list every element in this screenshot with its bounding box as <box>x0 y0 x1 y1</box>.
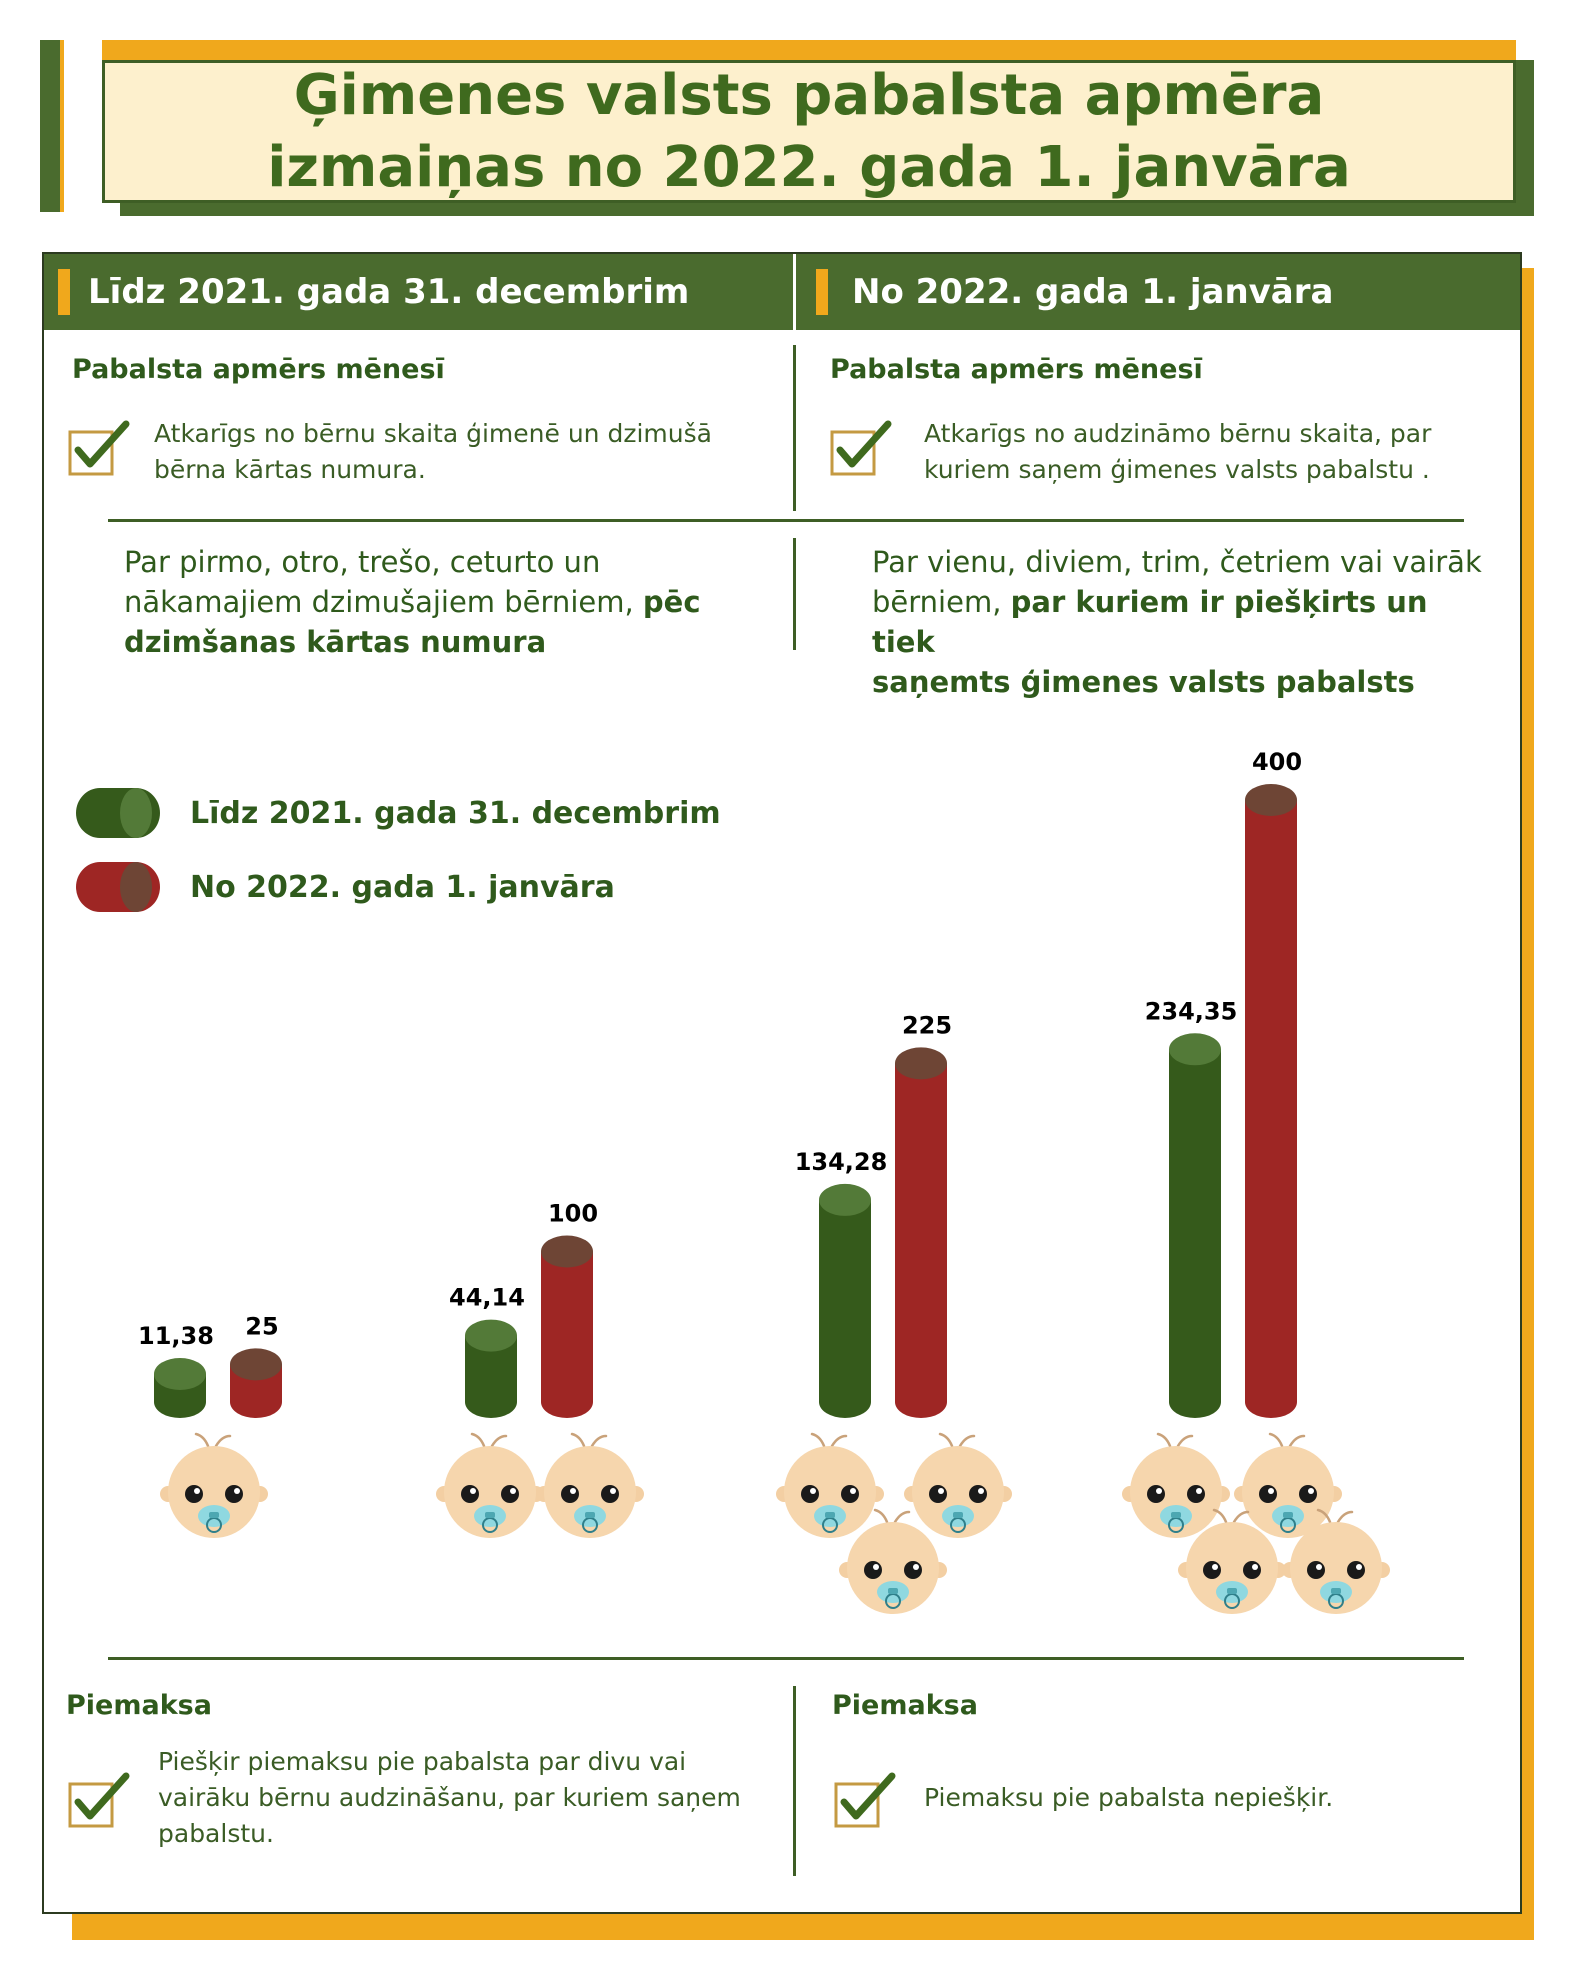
data-label-new-3: 225 <box>901 1011 953 1040</box>
footer-right-title: Piemaksa <box>832 1690 978 1721</box>
section-divider-bottom <box>108 1657 1464 1660</box>
bar-old-2 <box>465 1320 517 1418</box>
footer-left-text-line-1: Piešķir piemaksu pie pabalsta par divu vai <box>158 1747 687 1776</box>
baby-face-icon <box>1234 1434 1342 1538</box>
footer-right-text-line-1: Piemaksu pie pabalsta nepiešķir. <box>924 1783 1334 1812</box>
data-label-new-2: 100 <box>547 1199 599 1228</box>
right-section-title: Pabalsta apmērs mēnesī <box>830 354 1203 385</box>
baby-icon-group-4 <box>1122 1434 1390 1614</box>
data-label-new-4: 400 <box>1251 748 1303 776</box>
bar-new-4 <box>1245 784 1297 1418</box>
page-title-line-1: Ģimenes valsts pabalsta apmēra <box>293 62 1325 128</box>
bottom-column-divider <box>793 1686 796 1876</box>
data-label-old-2: 44,14 <box>449 1283 525 1312</box>
right-check-text-line-1: Atkarīgs no audzināmo bērnu skaita, par <box>924 419 1432 448</box>
baby-icon-group-3 <box>776 1434 1012 1614</box>
baby-icon-group-1 <box>160 1434 268 1538</box>
right-check-text-line-2: kuriem saņem ģimenes valsts pabalstu . <box>924 455 1430 484</box>
baby-icons <box>0 1430 1586 1620</box>
bar-new-3 <box>895 1047 947 1418</box>
baby-face-icon <box>536 1434 644 1538</box>
data-label-new-1: 25 <box>245 1312 279 1341</box>
footer-left-text-line-3: pabalstu. <box>158 1819 274 1848</box>
footer-right-text <box>924 1780 1484 1816</box>
baby-face-icon <box>776 1434 884 1538</box>
data-label-old-3: 134,28 <box>794 1147 888 1176</box>
left-description-line-1: Par pirmo, otro, trešo, ceturto un <box>124 545 601 579</box>
header-right-title: No 2022. gada 1. janvāra <box>852 272 1334 312</box>
right-description-bold-2: saņemts ģimenes valsts pabalsts <box>872 665 1415 699</box>
footer-left-text <box>158 1744 778 1852</box>
left-section-title: Pabalsta apmērs mēnesī <box>72 354 445 385</box>
header-left-title: Līdz 2021. gada 31. decembrim <box>88 272 690 312</box>
left-description-bold-1: pēc <box>642 585 701 619</box>
bar-old-1 <box>154 1358 206 1418</box>
bar-new-2 <box>541 1236 593 1419</box>
baby-face-icon <box>1122 1434 1230 1538</box>
bar-old-4 <box>1169 1033 1221 1418</box>
bar-old-3 <box>819 1184 871 1418</box>
baby-face-icon <box>160 1434 268 1538</box>
baby-icon-group-2 <box>436 1434 644 1538</box>
footer-left-text-line-2: vairāku bērnu audzināšanu, par kuriem saņem <box>158 1783 741 1812</box>
legend-label-new: No 2022. gada 1. janvāra <box>190 870 615 905</box>
page-title-line-2: izmaiņas no 2022. gada 1. janvāra <box>267 134 1351 200</box>
right-description-line-1: Par vienu, diviem, trim, četriem vai vairāk <box>872 545 1482 579</box>
left-check-text-line-1: Atkarīgs no bērnu skaita ģimenē un dzimušā <box>154 419 712 448</box>
right-description-line-2: bērniem, <box>872 585 1002 619</box>
baby-face-icon <box>904 1434 1012 1538</box>
left-description-bold-2: dzimšanas kārtas numura <box>124 625 547 659</box>
left-check-text-line-2: bērna kārtas numura. <box>154 455 426 484</box>
left-description-line-2: nākamajiem dzimušajiem bērniem, <box>124 585 634 619</box>
legend-label-old: Līdz 2021. gada 31. decembrim <box>190 796 721 831</box>
data-label-old-1: 11,38 <box>138 1322 214 1350</box>
baby-face-icon <box>436 1434 544 1538</box>
data-label-old-4: 234,35 <box>1144 997 1238 1026</box>
bar-new-1 <box>230 1348 282 1418</box>
footer-left-title: Piemaksa <box>66 1690 212 1721</box>
checkmark-icon <box>832 1770 896 1834</box>
right-description-bold-1: par kuriem ir piešķirts un tiek <box>872 585 1428 659</box>
checkmark-icon <box>66 1770 130 1834</box>
